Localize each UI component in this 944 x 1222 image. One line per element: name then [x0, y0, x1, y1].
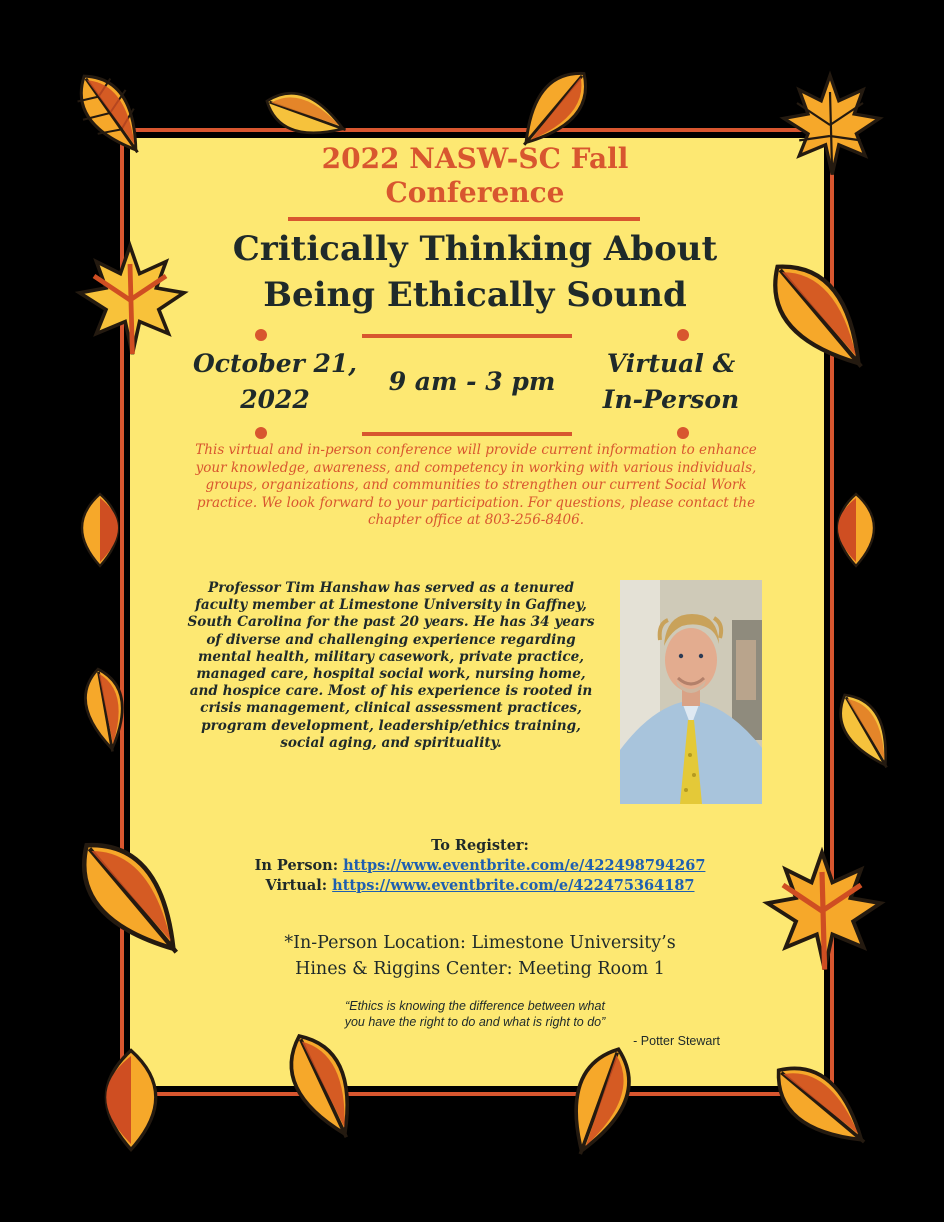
maple-leaf-icon [752, 846, 892, 976]
divider-top [288, 217, 640, 221]
bullet-dot [677, 427, 689, 439]
quote-line2: you have the right to do and what is right to do” [344, 1015, 606, 1029]
event-date-line2: 2022 [240, 385, 310, 414]
event-time: 9 am - 3 pm [388, 367, 556, 396]
maple-leaf-icon [70, 240, 190, 360]
divider-info-top [362, 334, 572, 338]
conference-heading-line2: Conference [385, 176, 565, 209]
register-heading: To Register: [431, 837, 529, 854]
in-person-registration-link[interactable]: https://www.eventbrite.com/e/422498794267 [343, 857, 706, 874]
autumn-leaf-icon [60, 58, 160, 168]
autumn-leaf-icon [76, 1040, 186, 1160]
autumn-leaf-icon [816, 460, 896, 600]
autumn-leaf-icon [262, 1010, 382, 1160]
presenter-photo [620, 580, 762, 804]
conference-title-line2: Being Ethically Sound [263, 275, 687, 315]
maple-leaf-icon [770, 70, 890, 180]
register-in-person [190, 856, 770, 876]
autumn-leaf-icon [250, 70, 360, 160]
event-format-line1: Virtual & [606, 349, 736, 378]
in-person-label: In Person: [254, 857, 344, 874]
in-person-location [190, 930, 770, 982]
autumn-leaf-icon [60, 460, 140, 600]
autumn-leaf-icon [540, 1030, 660, 1170]
event-date-line1: October 21, [193, 349, 357, 378]
bullet-dot [677, 329, 689, 341]
conference-title-line1: Critically Thinking About [232, 229, 718, 269]
autumn-leaf-icon [748, 240, 888, 390]
autumn-leaf-icon [500, 58, 610, 158]
event-format [585, 346, 757, 418]
location-line2: Hines & Riggins Center: Meeting Room 1 [295, 959, 665, 979]
presenter-bio: Professor Tim Hanshaw has served as a tenured faculty member at Limestone University in Gaffney, South Carolina for the past 20 years. He has 34 years of diverse and challenging experience regarding mental health, military casework, private practice, managed care, hospital social work, nursing home, and hospice care. Most of his experience is rooted in crisis management, clinical assessment practices, program development, leadership/ethics training, social aging, and spirituality. [187, 580, 595, 751]
autumn-leaf-icon [55, 822, 205, 972]
autumn-leaf-icon [820, 680, 910, 780]
virtual-registration-link[interactable]: https://www.eventbrite.com/e/422475364187 [332, 877, 695, 894]
conference-title [170, 226, 780, 318]
virtual-label: Virtual: [265, 877, 333, 894]
register-virtual [190, 876, 770, 896]
event-format-line2: In-Person [602, 385, 740, 414]
bullet-dot [255, 329, 267, 341]
autumn-leaf-icon [760, 1040, 880, 1170]
conference-description: This virtual and in-person conference will provide current information to enhance your knowledge, awareness, and competency in working with various individuals, groups, organizations, and communities to strengthen our current Social Work practice. We look forward to your participation. For questions, please contact the chapter office at 803-256-8406. [195, 442, 757, 528]
quote-line1: “Ethics is knowing the difference between what [345, 999, 605, 1013]
autumn-leaf-icon [60, 634, 150, 784]
presenter-photo-image [620, 580, 762, 804]
quote-author: - Potter Stewart [633, 1034, 720, 1048]
bullet-dot [255, 427, 267, 439]
event-date [180, 346, 370, 418]
location-line1: *In-Person Location: Limestone University’s [284, 933, 676, 953]
divider-info-bottom [362, 432, 572, 436]
registration-section [190, 836, 770, 896]
conference-heading-line1: 2022 NASW-SC Fall [321, 142, 629, 175]
